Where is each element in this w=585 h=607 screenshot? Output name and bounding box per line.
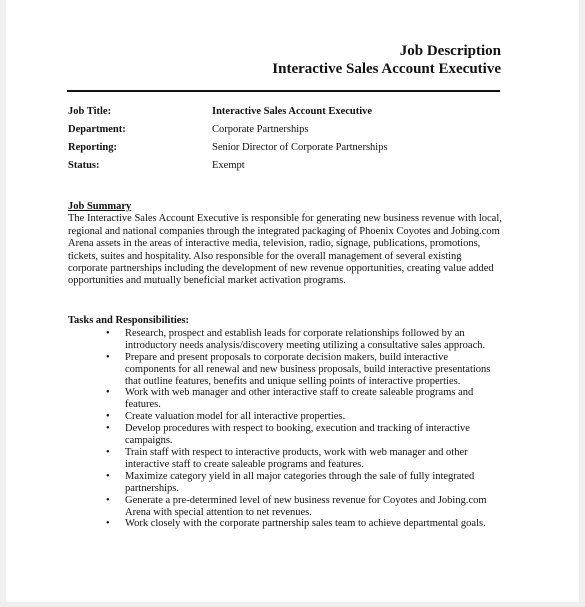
bullet-icon: • (106, 423, 110, 435)
task-text: Work closely with the corporate partnership sales team to achieve departmental goals. (125, 518, 486, 530)
info-row-status (68, 157, 388, 175)
document-title (272, 42, 501, 78)
task-text: Prepare and present proposals to corporate decision makers, build interactive components for all renewal and new business proposals, build interactive presentations that outline features, benefits and unique selling points of interactive properties. (125, 351, 491, 387)
bullet-icon: • (106, 387, 110, 399)
tasks-section (68, 315, 502, 530)
bullet-icon: • (106, 327, 110, 339)
task-text: Research, prospect and establish leads for corporate relationships followed by an introductory needs analysis/discovery meeting utilizing a consultative sales approach. (125, 327, 486, 351)
task-item (68, 423, 495, 447)
bullet-icon: • (106, 518, 110, 530)
bullet-icon: • (106, 351, 110, 363)
tasks-heading: Tasks and Responsibilities: (68, 315, 189, 326)
bullet-icon: • (106, 411, 110, 423)
info-label: Department: (68, 124, 126, 135)
task-text: Train staff with respect to interactive products, work with web manager and other interactive staff to create saleable programs and features. (125, 446, 468, 470)
job-summary-section (68, 201, 502, 288)
bullet-icon: • (106, 494, 110, 506)
tasks-list (68, 328, 502, 530)
info-label: Job Title: (68, 106, 112, 117)
page-frame-left (0, 0, 6, 607)
bullet-icon: • (106, 470, 110, 482)
page-frame-right (579, 0, 585, 607)
task-item (68, 447, 495, 471)
info-label: Status: (68, 160, 100, 171)
task-item (68, 352, 495, 388)
info-value: Interactive Sales Account Executive (212, 106, 373, 117)
info-value: Exempt (212, 160, 245, 171)
task-item (68, 411, 495, 423)
task-text: Maximize category yield in all major categories through the sale of fully integrated partnerships. (125, 470, 475, 494)
task-text: Create valuation model for all interactive properties. (125, 411, 346, 423)
task-text: Work with web manager and other interactive staff to create saleable programs and features. (125, 387, 474, 411)
task-item (68, 328, 495, 352)
document-title-line-2: Interactive Sales Account Executive (272, 61, 501, 77)
title-divider (67, 90, 500, 92)
info-value: Corporate Partnerships (212, 124, 309, 135)
task-text: Generate a pre-determined level of new business revenue for Coyotes and Jobing.com Arena with special attention to net revenues. (125, 494, 487, 518)
job-summary-text: The Interactive Sales Account Executive is responsible for generating new business revenue with local, regional and national companies through the integrated packaging of Phoenix Coyotes and Jobing.com Arena assets in the areas of interactive media, television, radio, signage, publications, promotions, tickets, suites and hospitality. Also responsible for the overall management of several existing corporate partnerships including the development of new revenue opportunities, creating value added opportunities and mutually beneficial market activation programs. (68, 213, 502, 287)
task-item (68, 387, 495, 411)
task-item (68, 495, 495, 519)
task-item (68, 471, 495, 495)
job-info-table (68, 103, 388, 175)
info-row-job-title (68, 103, 388, 121)
info-row-department (68, 121, 388, 139)
task-text: Develop procedures with respect to booking, execution and tracking of interactive campaigns. (125, 423, 470, 447)
page-frame-bottom (0, 602, 585, 607)
document-title-line-1: Job Description (399, 43, 501, 59)
bullet-icon: • (106, 446, 110, 458)
task-item (68, 518, 495, 530)
info-row-reporting (68, 139, 388, 157)
info-label: Reporting: (68, 142, 117, 153)
job-summary-heading: Job Summary (68, 201, 132, 212)
info-value: Senior Director of Corporate Partnerships (212, 142, 388, 153)
